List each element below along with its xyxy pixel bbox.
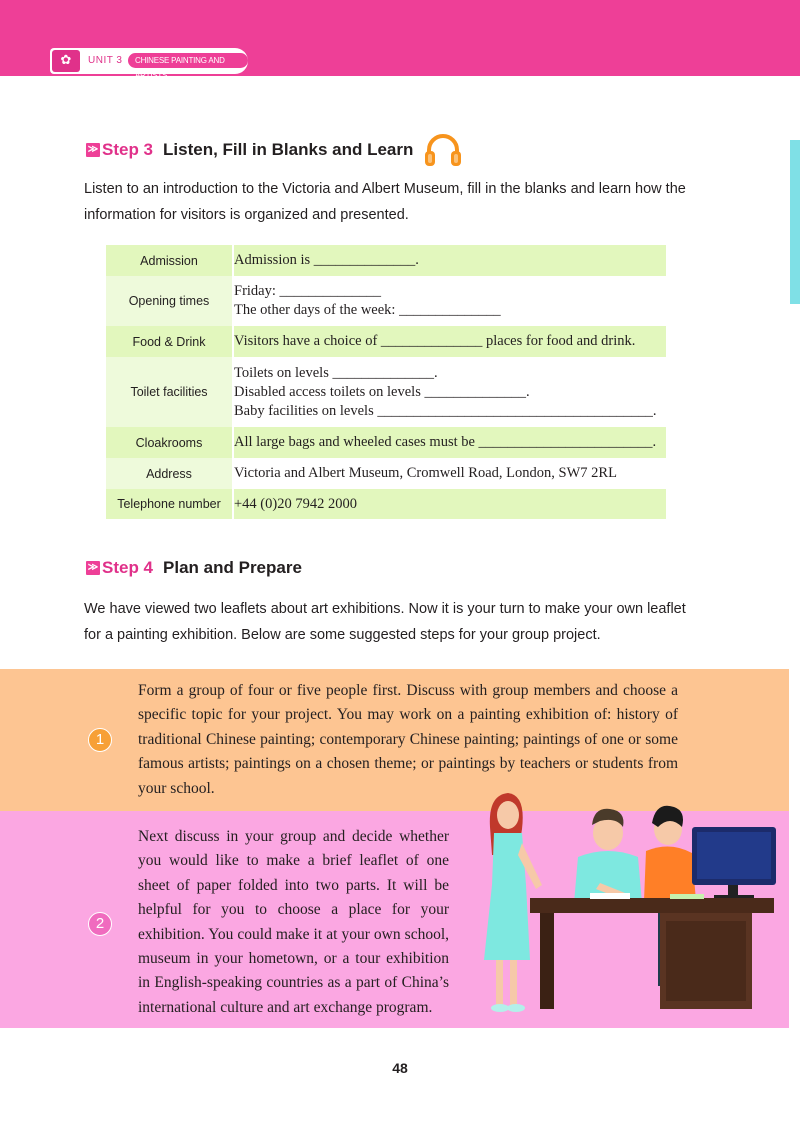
value-line: Disabled access toilets on levels ______________. xyxy=(234,383,530,400)
table-row xyxy=(106,489,666,519)
students-planning-illustration xyxy=(470,785,780,1025)
visitor-info-table xyxy=(106,245,666,519)
step-2-number: 2 xyxy=(88,912,112,936)
row-label: Admission xyxy=(106,245,233,276)
value-line: Visitors have a choice of ______________ places for food and drink. xyxy=(234,333,636,349)
unit-label: UNIT 3 xyxy=(88,55,123,66)
step3-number: Step 3 xyxy=(102,140,154,159)
step-1-number: 1 xyxy=(88,728,112,752)
table-row xyxy=(106,458,666,489)
header-bar xyxy=(0,0,800,80)
row-label: Opening times xyxy=(106,276,233,326)
row-label: Telephone number xyxy=(106,489,233,519)
unit-title: CHINESE PAINTING AND ARTISTS xyxy=(128,53,248,68)
value-line: The other days of the week: ______________ xyxy=(234,302,501,318)
table-row xyxy=(106,427,666,458)
table-row xyxy=(106,276,666,326)
value-line: Victoria and Albert Museum, Cromwell Road, London, SW7 2RL xyxy=(234,465,617,481)
chevron-marker-icon: ≫ xyxy=(87,562,99,573)
table-row xyxy=(106,357,666,427)
step3-title: Listen, Fill in Blanks and Learn xyxy=(163,140,414,159)
row-value xyxy=(233,427,666,458)
step-1-text: Form a group of four or five people first. Discuss with group members and choose a specific topic for your project. You may work on a painting exhibition of: history of traditional Chinese painting; contemporary Chinese painting; paintings of one or some famous artists; paintings on a chosen theme; or paintings by teachers or students from your school. xyxy=(138,682,678,797)
page-number: 48 xyxy=(392,1060,408,1076)
value-line: Admission is ______________. xyxy=(234,252,419,268)
row-value xyxy=(233,276,666,326)
value-line: Friday: ______________ xyxy=(234,283,382,299)
unit-badge xyxy=(50,48,248,80)
table-row xyxy=(106,245,666,276)
step4-number: Step 4 xyxy=(102,558,154,577)
step4-heading xyxy=(86,556,302,580)
step3-heading xyxy=(86,138,463,162)
row-label: Cloakrooms xyxy=(106,427,233,458)
step3-intro: Listen to an introduction to the Victoria and Albert Museum, fill in the blanks and learn how the information for visitors is organized and presented. xyxy=(84,181,686,223)
row-label: Toilet facilities xyxy=(106,357,233,427)
chevron-marker-icon: ≫ xyxy=(87,144,99,155)
row-label: Food & Drink xyxy=(106,326,233,357)
row-value xyxy=(233,489,666,519)
step-2-text: Next discuss in your group and decide whether you would like to make a brief leaflet of one sheet of paper folded into two parts. It will be helpful for you to choose a place for your exhibition. You could make it at your own school, museum in your hometown, or a tour exhibition in English-speaking countries as a part of China’s international culture and art exchange program. xyxy=(138,828,449,1016)
step4-intro: We have viewed two leaflets about art exhibitions. Now it is your turn to make your own leaflet for a painting exhibition. Below are some suggested steps for your group project. xyxy=(84,601,686,643)
row-value xyxy=(233,458,666,489)
value-line: Baby facilities on levels ______________________________________. xyxy=(234,402,657,419)
row-label: Address xyxy=(106,458,233,489)
value-line: Toilets on levels ______________. xyxy=(234,364,438,381)
unit-logo-icon: ✿ xyxy=(52,50,80,72)
row-value xyxy=(233,326,666,357)
row-value xyxy=(233,245,666,276)
step4-title: Plan and Prepare xyxy=(163,558,302,577)
side-tab xyxy=(790,140,800,304)
headphones-icon xyxy=(423,133,463,167)
table-row xyxy=(106,326,666,357)
row-value xyxy=(233,357,666,427)
value-line: +44 (0)20 7942 2000 xyxy=(234,495,357,512)
value-line: All large bags and wheeled cases must be ________________________. xyxy=(234,434,657,450)
